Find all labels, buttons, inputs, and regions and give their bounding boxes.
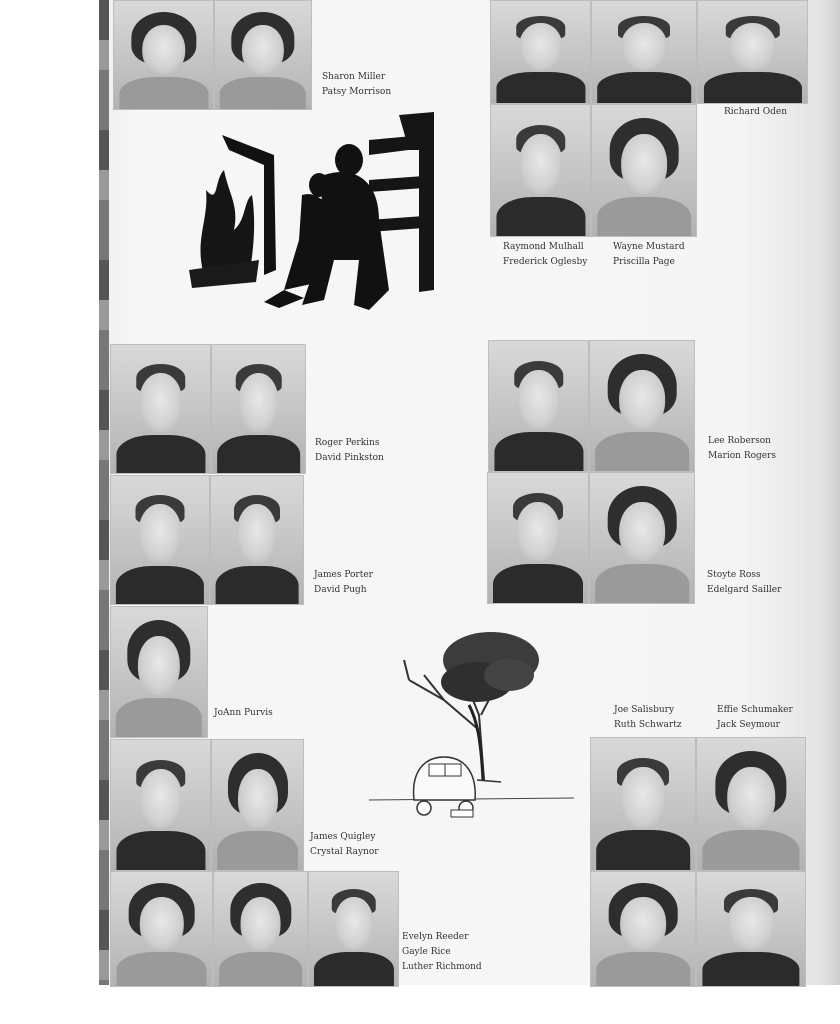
caption-c4 (613, 240, 685, 270)
portrait-photo (308, 871, 399, 987)
student-name: James Quigley (310, 832, 376, 842)
caption-c13 (402, 930, 482, 975)
portrait-photo (211, 344, 306, 474)
yearbook-page (99, 0, 840, 985)
portrait-photo (490, 0, 591, 104)
car-sketch (369, 752, 579, 827)
caption-c11 (717, 703, 793, 733)
student-name: James Porter (314, 570, 373, 580)
caption-c10 (614, 703, 682, 733)
student-name: Edelgard Sailler (707, 585, 782, 595)
portrait-photo (697, 0, 808, 104)
student-name: Priscilla Page (613, 257, 675, 267)
portrait-photo (487, 472, 589, 604)
student-name: Raymond Mulhall (503, 242, 584, 252)
student-name: Luther Richmond (402, 962, 482, 972)
student-name: Lee Roberson (708, 436, 771, 446)
portrait-photo (210, 475, 304, 605)
student-name: Stoyte Ross (707, 570, 761, 580)
portrait-photo (590, 871, 696, 987)
student-name: Gayle Rice (402, 947, 451, 957)
student-name: Patsy Morrison (322, 87, 392, 97)
student-name: Ruth Schwartz (614, 720, 682, 730)
fireplace-silhouette (184, 110, 454, 320)
caption-c8 (707, 568, 781, 598)
caption-c7 (314, 568, 373, 598)
student-name: Roger Perkins (315, 438, 380, 448)
portrait-photo (110, 871, 213, 987)
caption-c1 (322, 70, 391, 100)
portrait-photo (110, 739, 211, 871)
student-name: Joe Salisbury (614, 705, 675, 715)
caption-c5 (315, 436, 384, 466)
portrait-photo (110, 606, 208, 738)
student-name: Jack Seymour (717, 720, 780, 730)
student-name: David Pugh (314, 585, 367, 595)
portrait-photo (211, 739, 304, 871)
portrait-photo (490, 104, 591, 237)
portrait-photo (214, 0, 312, 110)
portrait-photo (589, 340, 695, 472)
portrait-photo (589, 472, 695, 604)
portrait-photo (696, 737, 806, 871)
caption-c2 (724, 105, 787, 120)
caption-c3 (503, 240, 587, 270)
student-name: Wayne Mustard (613, 242, 685, 252)
page-spine (99, 0, 109, 985)
student-name: Effie Schumaker (717, 705, 793, 715)
portrait-photo (591, 104, 697, 237)
caption-c9 (214, 706, 273, 721)
student-name: Frederick Oglesby (503, 257, 588, 267)
student-name: Marion Rogers (708, 451, 777, 461)
portrait-photo (110, 344, 211, 474)
student-name: Sharon Miller (322, 72, 386, 82)
caption-c6 (708, 434, 776, 464)
portrait-photo (590, 737, 696, 871)
student-name: Crystal Raynor (310, 847, 379, 857)
student-name: Evelyn Reeder (402, 932, 469, 942)
portrait-photo (591, 0, 697, 104)
portrait-photo (488, 340, 589, 472)
portrait-photo (110, 475, 210, 605)
portrait-photo (113, 0, 214, 110)
student-name: JoAnn Purvis (214, 708, 273, 718)
portrait-photo (213, 871, 308, 987)
student-name: Richard Oden (724, 107, 788, 117)
caption-c12 (310, 830, 379, 860)
portrait-photo (696, 871, 806, 987)
student-name: David Pinkston (315, 453, 384, 463)
